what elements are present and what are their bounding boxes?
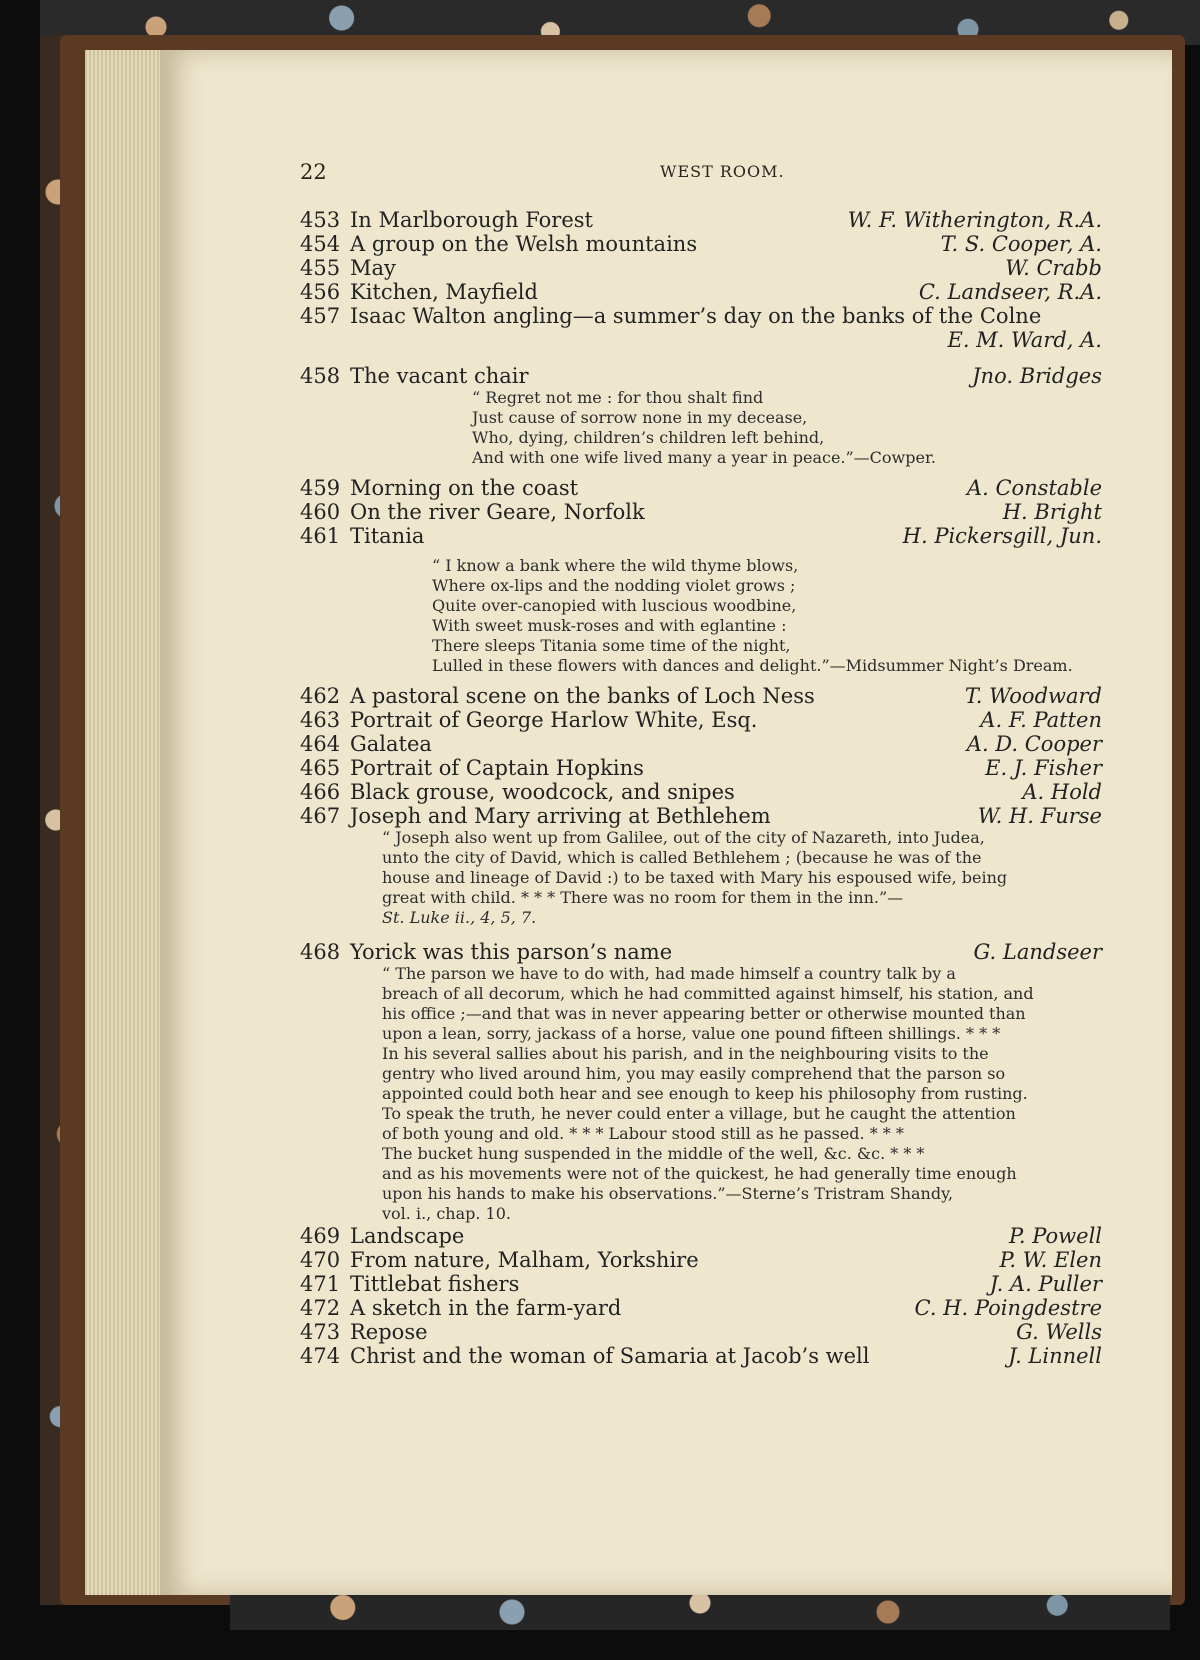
entry-title: Galatea [350, 732, 432, 756]
entry-title: On the river Geare, Norfolk [350, 500, 645, 524]
quote-line: great with child. * * * There was no room for them in the inn.”— [382, 888, 904, 907]
quote-line: and as his movements were not of the quickest, he had generally time enough [382, 1164, 1017, 1183]
quote-line: “ Regret not me : for thou shalt find [472, 388, 764, 407]
quote-line: Who, dying, children’s children left behind, [472, 428, 825, 447]
quote-line: unto the city of David, which is called Bethlehem ; (because he was of the [382, 848, 982, 867]
entry-artist: A. Constable [966, 476, 1102, 500]
catalogue-entry [300, 1224, 1172, 1248]
quote-luke [300, 828, 1172, 928]
quote-line: Quite over-canopied with luscious woodbine, [432, 596, 797, 615]
entry-artist: C. Landseer, R.A. [918, 280, 1102, 304]
entry-title: Joseph and Mary arriving at Bethlehem [350, 804, 771, 828]
entry-artist: A. D. Cooper [966, 732, 1102, 756]
catalogue-entry [300, 232, 1172, 256]
catalogue-list [300, 208, 1172, 1368]
entry-artist: W. F. Witherington, R.A. [847, 208, 1102, 232]
entry-number: 461 [300, 524, 341, 548]
catalogue-entry [300, 1344, 1172, 1368]
entry-artist: E. J. Fisher [985, 756, 1102, 780]
entry-artist: A. F. Patten [980, 708, 1102, 732]
entry-title: Titania [350, 524, 425, 548]
entry-number: 455 [300, 256, 341, 280]
catalogue-entry [300, 1248, 1172, 1272]
catalogue-entry [300, 1272, 1172, 1296]
entry-artist: G. Landseer [973, 940, 1102, 964]
quote-line: breach of all decorum, which he had committed against himself, his station, and [382, 984, 1034, 1003]
entry-artist: T. S. Cooper, A. [940, 232, 1102, 256]
entry-number: 467 [300, 804, 341, 828]
quote-line: gentry who lived around him, you may easily comprehend that the parson so [382, 1064, 1006, 1083]
entry-artist: J. A. Puller [989, 1272, 1102, 1296]
entry-title: Tittlebat fishers [350, 1272, 520, 1296]
entry-number: 469 [300, 1224, 341, 1248]
entry-title: Landscape [350, 1224, 465, 1248]
entry-number: 453 [300, 208, 341, 232]
entry-number: 454 [300, 232, 341, 256]
entry-artist: E. M. Ward, A. [947, 328, 1102, 352]
entry-number: 474 [300, 1344, 341, 1368]
entry-artist: G. Wells [1016, 1320, 1102, 1344]
quote-midsummer [300, 556, 1172, 676]
page-header [300, 160, 1100, 190]
quote-line: And with one wife lived many a year in peace.”—Cowper. [472, 448, 936, 467]
entry-artist: W. Crabb [1005, 256, 1102, 280]
quote-line: There sleeps Titania some time of the night, [432, 636, 791, 655]
entry-number: 460 [300, 500, 341, 524]
catalogue-entry [300, 804, 1172, 828]
catalogue-entry [300, 256, 1172, 280]
entry-artist: T. Woodward [964, 684, 1102, 708]
entry-title: Portrait of George Harlow White, Esq. [350, 708, 758, 732]
running-head: WEST ROOM. [660, 162, 785, 181]
catalogue-entry [300, 364, 1172, 388]
entry-number: 471 [300, 1272, 341, 1296]
quote-line: upon his hands to make his observations.”—Sterne’s Tristram Shandy, [382, 1184, 954, 1203]
entry-number: 463 [300, 708, 341, 732]
entry-number: 465 [300, 756, 341, 780]
entry-title: Morning on the coast [350, 476, 579, 500]
quote-line: “ I know a bank where the wild thyme blows, [432, 556, 799, 575]
entry-title: A pastoral scene on the banks of Loch Ness [350, 684, 815, 708]
entry-artist: W. H. Furse [977, 804, 1102, 828]
quote-line: St. Luke ii., 4, 5, 7. [382, 908, 537, 927]
quote-cowper [300, 388, 1172, 468]
catalogue-entry [300, 208, 1172, 232]
entry-title: Isaac Walton angling—a summer’s day on the banks of the Colne [350, 304, 1042, 328]
quote-line: appointed could both hear and see enough to keep his philosophy from rusting. [382, 1084, 1028, 1103]
entry-number: 458 [300, 364, 341, 388]
catalogue-entry [300, 280, 1172, 304]
catalogue-entry [300, 708, 1172, 732]
quote-line: Where ox-lips and the nodding violet grows ; [432, 576, 796, 595]
catalogue-entry [300, 780, 1172, 804]
entry-number: 468 [300, 940, 341, 964]
quote-line: The bucket hung suspended in the middle of the well, &c. &c. * * * [382, 1144, 925, 1163]
entry-title: Black grouse, woodcock, and snipes [350, 780, 735, 804]
quote-line: With sweet musk-roses and with eglantine : [432, 616, 787, 635]
entry-artist: Jno. Bridges [972, 364, 1102, 388]
entry-title: May [350, 256, 396, 280]
entry-number: 459 [300, 476, 341, 500]
quote-line: Lulled in these flowers with dances and delight.”—Midsummer Night’s Dream. [432, 656, 1073, 675]
catalogue-entry [300, 684, 1172, 708]
entry-title: Kitchen, Mayfield [350, 280, 538, 304]
catalogue-entry [300, 476, 1172, 500]
quote-line: In his several sallies about his parish, and in the neighbouring visits to the [382, 1044, 989, 1063]
catalogue-entry [300, 1296, 1172, 1320]
entry-number: 473 [300, 1320, 341, 1344]
entry-title: In Marlborough Forest [350, 208, 593, 232]
entry-title: Christ and the woman of Samaria at Jacob’s well [350, 1344, 870, 1368]
quote-line: vol. i., chap. 10. [382, 1204, 511, 1223]
entry-number: 472 [300, 1296, 341, 1320]
entry-title: Repose [350, 1320, 428, 1344]
catalogue-entry [300, 732, 1172, 756]
entry-number: 457 [300, 304, 341, 328]
page-number: 22 [300, 160, 327, 184]
quote-line: “ Joseph also went up from Galilee, out of the city of Nazareth, into Judea, [382, 828, 985, 847]
quote-line: Just cause of sorrow none in my decease, [472, 408, 808, 427]
entry-number: 466 [300, 780, 341, 804]
quote-line: of both young and old. * * * Labour stood still as he passed. * * * [382, 1124, 904, 1143]
quote-line: his office ;—and that was in never appearing better or otherwise mounted than [382, 1004, 1026, 1023]
catalogue-entry [300, 1320, 1172, 1344]
quote-line: “ The parson we have to do with, had made himself a country talk by a [382, 964, 956, 983]
entry-artist: C. H. Poingdestre [914, 1296, 1102, 1320]
entry-number: 464 [300, 732, 341, 756]
catalogue-entry [300, 756, 1172, 780]
quote-line: To speak the truth, he never could enter a village, but he caught the attention [382, 1104, 1016, 1123]
entry-title: From nature, Malham, Yorkshire [350, 1248, 699, 1272]
catalogue-entry [300, 500, 1172, 524]
entry-number: 470 [300, 1248, 341, 1272]
entry-artist: H. Pickersgill, Jun. [902, 524, 1102, 548]
entry-number: 456 [300, 280, 341, 304]
catalogue-entry [300, 940, 1172, 964]
quote-sterne [300, 964, 1172, 1224]
entry-title: A group on the Welsh mountains [350, 232, 698, 256]
entry-title: Portrait of Captain Hopkins [350, 756, 644, 780]
quote-line: upon a lean, sorry, jackass of a horse, value one pound fifteen shillings. * * * [382, 1024, 1001, 1043]
entry-title: A sketch in the farm-yard [350, 1296, 622, 1320]
entry-artist: A. Hold [1022, 780, 1102, 804]
entry-artist: P. W. Elen [999, 1248, 1102, 1272]
entry-title: The vacant chair [350, 364, 529, 388]
entry-artist: J. Linnell [1008, 1344, 1102, 1368]
quote-line: house and lineage of David :) to be taxed with Mary his espoused wife, being [382, 868, 1008, 887]
catalogue-entry [300, 304, 1172, 328]
entry-number: 462 [300, 684, 341, 708]
catalogue-entry-artist-line [300, 328, 1172, 352]
entry-title: Yorick was this parson’s name [350, 940, 673, 964]
entry-artist: H. Bright [1002, 500, 1102, 524]
entry-artist: P. Powell [1009, 1224, 1102, 1248]
catalogue-entry [300, 524, 1172, 548]
